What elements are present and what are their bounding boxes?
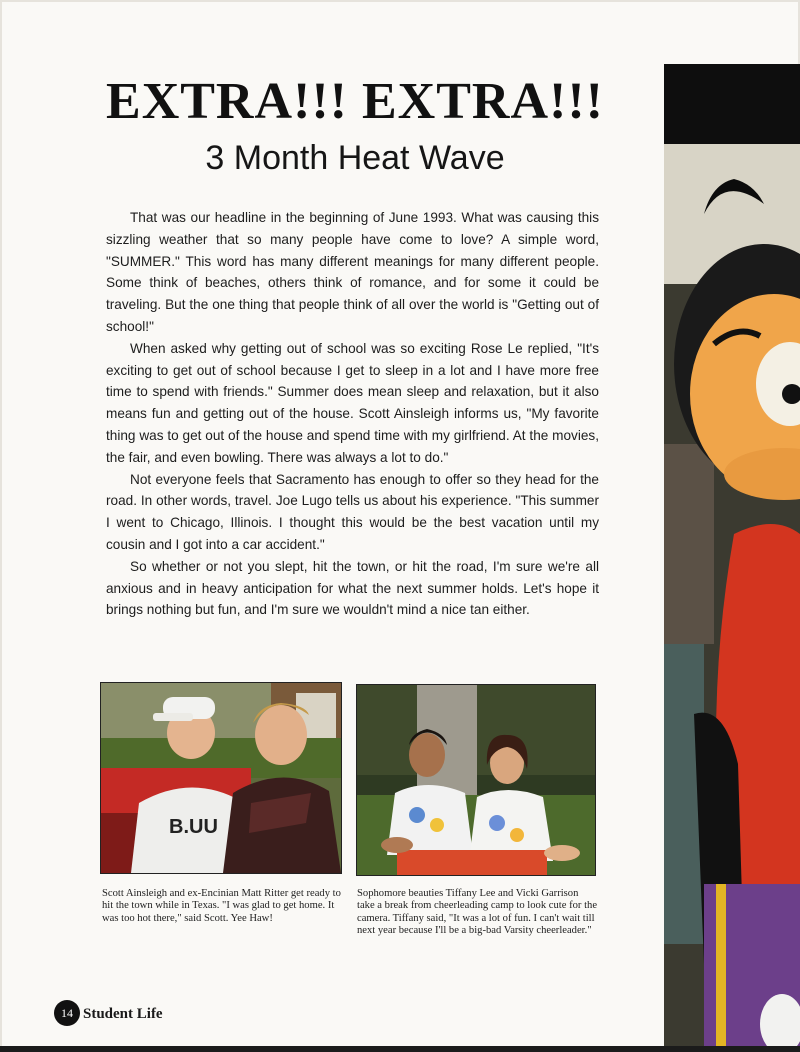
- mascot-side-photo: [664, 64, 800, 1052]
- svg-text:B.UU: B.UU: [169, 816, 218, 838]
- photo-caption-2: Sophomore beauties Tiffany Lee and Vicki Garrison take a break from cheerleading camp to look cute for the camera. Tiffany said, "It was a lot of fun. I can't wait till next year because I'll be a big-bad Varsity cheerleader.": [357, 888, 598, 937]
- page-number-badge: 14: [54, 1000, 80, 1026]
- bottom-edge: [0, 1046, 800, 1052]
- photo-caption-1: Scott Ainsleigh and ex-Encinian Matt Ritter get ready to hit the town while in Texas. "I was glad to get home. It was too hot there," said Scott. Yee Haw!: [102, 888, 341, 924]
- article-paragraph-4: So whether or not you slept, hit the town, or hit the road, I'm sure we're all anxious and in heavy anticipation for what the next summer holds. Let's hope it brings nothing but fun, and I'm sure we wouldn't mind a nice tan either.: [106, 558, 599, 618]
- article-paragraph-1: That was our headline in the beginning of June 1993. What was causing this sizzling weather that so many people have come to love? A simple word, "SUMMER." This word has many different meanings for many different people. Some think of beaches, others think of romance, and for some it could be traveling. But the one thing that people think of all over the world is "Getting out of school!": [106, 210, 599, 334]
- photo-scott-and-matt: [100, 682, 342, 874]
- article-body: [106, 207, 599, 621]
- article-paragraph-2: When asked why getting out of school was so exciting Rose Le replied, "It's exciting to get out of school because I get to sleep in a lot and I have more free time to spend with friends." Summer does mean sleep and relaxation, but it also means fun and getting out of the house. Scott Ainsleigh informs us, "My favorite thing was to get out of the house and spend time with my girlfriend. At the movies, the fair, and even bowling. There was always a lot to do.": [106, 340, 599, 465]
- article-paragraph-3: Not everyone feels that Sacramento has enough to offer so they head for the road. In other words, travel. Joe Lugo tells us about his experience. "This summer I went to Chicago, Illinois. I thought this would be the best vacation until my cousin and I got into a car accident.": [106, 471, 599, 552]
- page-folio: [54, 1000, 163, 1026]
- section-label: Student Life: [83, 1005, 163, 1022]
- page-headline: EXTRA!!! EXTRA!!!: [106, 73, 604, 130]
- photo-tiffany-and-vicki: [356, 684, 596, 876]
- page-subheadline: 3 Month Heat Wave: [205, 139, 505, 177]
